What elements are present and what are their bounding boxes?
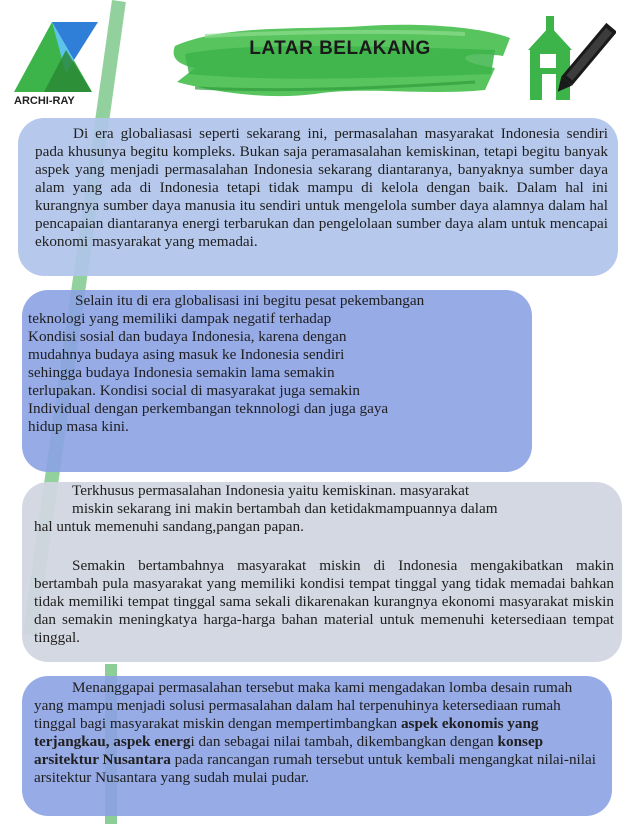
title-brush-stroke [165,16,515,104]
paragraph-2-line: Kondisi sosial dan budaya Indonesia, karena dengan [28,328,347,345]
paragraph-2 [28,292,522,436]
paragraph-5-text: Menanggapai permasalahan tersebut maka kami mengadakan lomba desain rumah yang mampu menjadi solusi permasalahan dalam hal terpenuhinya ketersediaan rumah tinggal bagi masyarakat miskin dengan mempertimbangkan [34,679,573,732]
paragraph-box-3 [22,482,622,662]
paragraph-3-line: hal untuk memenuhi sandang,pangan papan. [34,518,304,535]
highlight-konsep-arsitektur: konsep arsitektur Nusantara [34,733,544,768]
paragraph-2-line: sehingga budaya Indonesia semakin lama semakin [28,364,335,381]
brand-name: ARCHI-RAY [14,95,75,107]
paragraph-4: Semakin bertambahnya masyarakat miskin di Indonesia mengakibatkan makin bertambah pula masyarakat yang memiliki kondisi tempat tinggal yang tidak memadai bahkan tidak memiliki tempat tinggal sama sekali dikarenakan kurangnya ekonomi masyarakat miskin dan semakin meningkatya harga-harga bahan material untuk memenuhi ketersediaan tempat tinggal. [34,557,614,646]
paragraph-box-1 [18,118,618,276]
paragraph-2-line: teknologi yang memiliki dampak negatif terhadap [28,310,332,327]
house-pencil-icon [524,12,616,104]
paragraph-box-2 [22,290,532,472]
highlight-aspek-ekonomis: aspek ekonomis yang terjangkau, aspek energ [34,715,539,750]
paragraph-2-line: mudahnya budaya asing masuk ke Indonesia sendiri [28,346,345,363]
paragraph-3-line: Terkhusus permasalahan Indonesia yaitu kemiskinan. masyarakat [72,482,470,499]
page-title: LATAR BELAKANG [249,38,431,59]
paragraph-2-line: Selain itu di era globalisasi ini begitu pesat pekembangan [75,292,425,309]
paragraph-2-line: terlupakan. Kondisi social di masyarakat juga semakin [28,382,360,399]
paragraph-5-text: pada rancangan rumah tersebut untuk kembali mengangkat nilai-nilai arsitektur Nusantara yang sudah mulai pudar. [34,751,596,786]
paragraph-5-text: i dan sebagai nilai tambah, dikembangkan dengan [190,733,498,750]
paragraph-2-line: hidup masa kini. [28,418,129,435]
paragraph-5 [34,679,604,787]
paragraph-1: Di era globaliasasi seperti sekarang ini, permasalahan masyarakat Indonesia sendiri pada khusunya begitu kompleks. Bukan saja peramasalahan kemiskinan, tetapi begitu banyak aspek yang menjadi permasalahan Indonesia sekarang diantaranya, banyaknya sumber daya alam yang ada di Indonesia tetapi tidak mampu di kelola dengan baik. Dalam hal ini kurangnya sumber daya manusia itu sendiri untuk mengelola sumber daya alamnya dalam hal pencapaian diantaranya energi terbarukan dan pengelolaan sumber daya alam untuk mencapai ekonomi masyarakat yang memadai. [35,125,608,250]
paragraph-2-line: Individual dengan perkembangan teknnologi dan juga gaya [28,400,389,417]
paragraph-box-4 [22,676,612,816]
paragraph-3-line: miskin sekarang ini makin bertambah dan ketidakmampuannya dalam [72,500,498,517]
